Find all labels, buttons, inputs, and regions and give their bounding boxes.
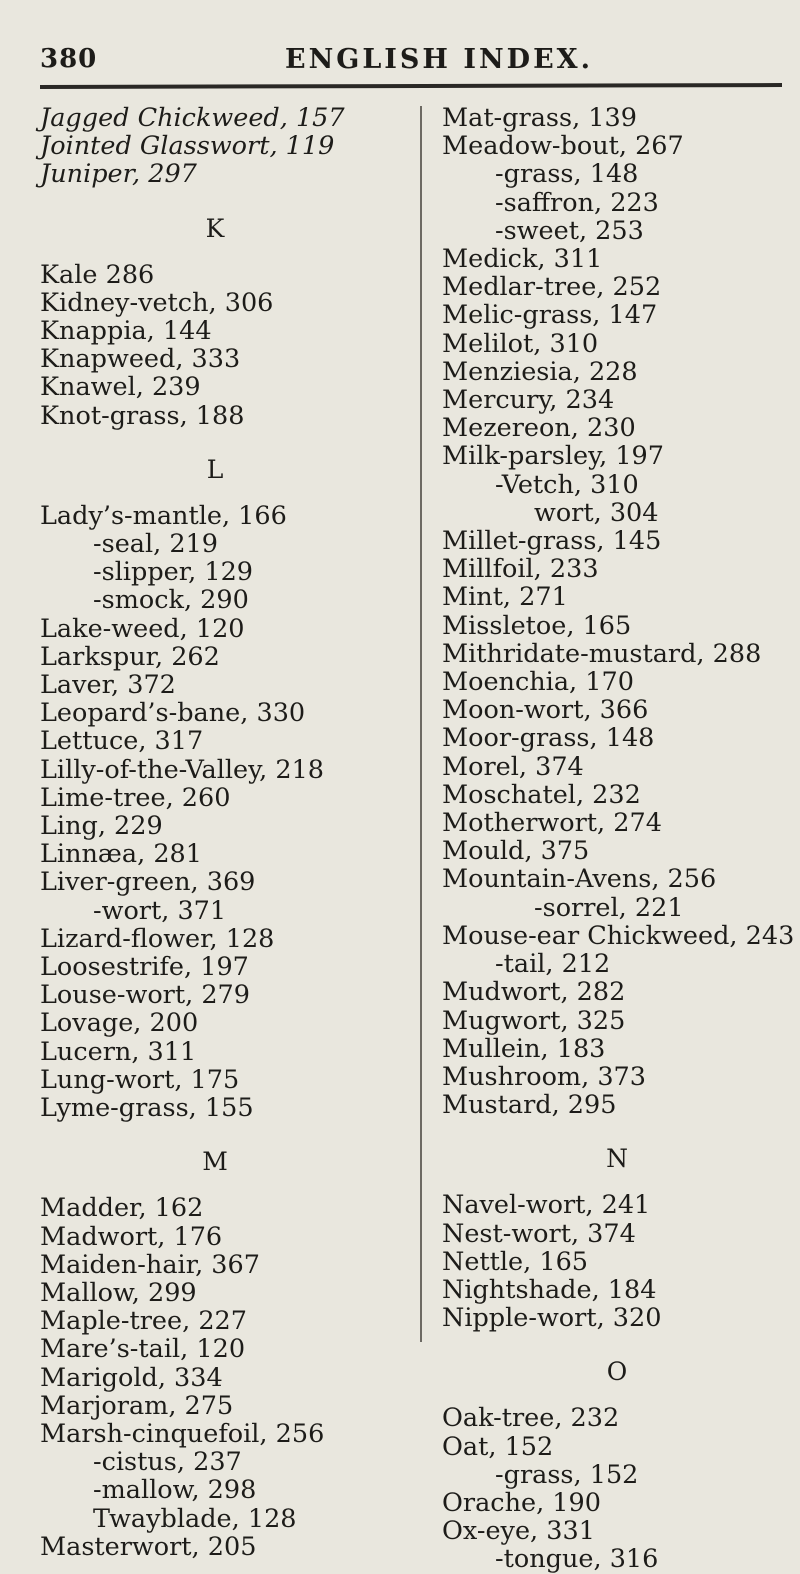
index-entry: Millfoil, 233	[442, 554, 599, 585]
page-number: 380	[40, 44, 98, 74]
index-entry: Moon-wort, 366	[442, 695, 649, 726]
group-l	[40, 502, 390, 1122]
index-entry: Lady’s-mantle, 166	[40, 500, 287, 531]
index-entry: Lime-tree, 260	[40, 782, 231, 813]
index-entry: Nipple-wort, 320	[442, 1303, 662, 1334]
index-entry: Mudwort, 282	[442, 977, 626, 1008]
group-m-left	[40, 1194, 390, 1561]
index-entry: Mallow, 299	[40, 1277, 197, 1308]
index-entry: -slipper, 129	[93, 557, 254, 588]
index-entry: Millet-grass, 145	[442, 526, 662, 557]
right-column	[442, 103, 795, 1574]
index-entry: Mullein, 183	[442, 1033, 606, 1064]
index-entry: Twayblade, 128	[93, 1503, 297, 1534]
index-entry: Ox-eye, 331	[442, 1516, 595, 1547]
index-entry: -mallow, 298	[93, 1475, 257, 1506]
index-entry: Knappia, 144	[40, 316, 212, 347]
index-entry: Leopard’s-bane, 330	[40, 698, 306, 729]
index-entry: -grass, 152	[495, 1459, 639, 1490]
index-entry: Mushroom, 373	[442, 1061, 646, 1092]
index-entry: -tongue, 316	[495, 1544, 659, 1574]
index-entry: Knot-grass, 188	[40, 400, 245, 431]
index-entry: Lettuce, 317	[40, 726, 204, 757]
index-entry: Lovage, 200	[40, 1008, 199, 1039]
index-entry: Linnæa, 281	[40, 839, 202, 870]
section-letter-l: L	[206, 454, 224, 484]
index-entry: Liver-green, 369	[40, 867, 256, 898]
index-entry: Nettle, 165	[442, 1246, 589, 1277]
index-entry: Knawel, 239	[40, 372, 201, 403]
index-entry: Marjoram, 275	[40, 1390, 234, 1421]
index-entry: Mercury, 234	[442, 385, 615, 416]
section-letter-m: M	[202, 1147, 228, 1177]
index-entry: Medick, 311	[442, 244, 603, 275]
index-entry: -tail, 212	[495, 949, 611, 980]
index-entry: -wort, 371	[93, 895, 227, 926]
index-entry: Moenchia, 170	[442, 667, 634, 698]
section-letter-k: K	[205, 213, 225, 243]
index-entry: -seal, 219	[93, 529, 219, 560]
index-entry: Mugwort, 325	[442, 1005, 626, 1036]
index-entry: Mare’s-tail, 120	[40, 1334, 246, 1365]
index-entry: Jointed Glasswort, 119	[40, 131, 335, 162]
index-entry: Oat, 152	[442, 1431, 554, 1462]
index-entry: Mouse-ear Chickweed, 243	[442, 920, 795, 951]
index-entry: Meadow-bout, 267	[442, 131, 684, 162]
index-entry: -sorrel, 221	[534, 892, 684, 923]
index-entry: Mithridate-mustard, 288	[442, 638, 762, 669]
index-entry: Mezereon, 230	[442, 413, 636, 444]
index-entry: Motherwort, 274	[442, 808, 662, 839]
index-entry: Milk-parsley, 197	[442, 441, 664, 472]
group-o	[442, 1404, 792, 1573]
index-entry: Nest-wort, 374	[442, 1218, 636, 1249]
index-entry: Morel, 374	[442, 751, 584, 782]
index-entry: -smock, 290	[93, 585, 249, 616]
group-m-right	[442, 103, 795, 1121]
index-entry: Lung-wort, 175	[40, 1064, 240, 1095]
index-entry: Kale 286	[40, 259, 155, 290]
index-entry: -sweet, 253	[495, 215, 644, 246]
index-entry: Oak-tree, 232	[442, 1403, 620, 1434]
index-entry: Kidney-vetch, 306	[40, 287, 274, 318]
index-entry: Menziesia, 228	[442, 356, 638, 387]
group-k	[40, 261, 390, 430]
index-entry: -saffron, 223	[495, 187, 659, 218]
index-entry: Moor-grass, 148	[442, 723, 655, 754]
index-entry: Juniper, 297	[40, 159, 197, 190]
index-entry: Marigold, 334	[40, 1362, 223, 1393]
index-entry: Mat-grass, 139	[442, 103, 637, 133]
index-entry: Lucern, 311	[40, 1036, 197, 1067]
group-j	[40, 104, 390, 189]
index-entry: Marsh-cinquefoil, 256	[40, 1418, 325, 1449]
page-header	[0, 0, 800, 100]
index-entry: Melic-grass, 147	[442, 300, 658, 331]
index-entry: Laver, 372	[40, 670, 176, 701]
index-entry: wort, 304	[534, 497, 659, 528]
index-entry: Melilot, 310	[442, 328, 599, 359]
index-entry: Navel-wort, 241	[442, 1190, 651, 1221]
index-entry: Lizard-flower, 128	[40, 923, 275, 954]
index-entry: Nightshade, 184	[442, 1274, 657, 1305]
index-entry: Ling, 229	[40, 811, 163, 842]
index-entry: Medlar-tree, 252	[442, 272, 662, 303]
group-n	[442, 1191, 792, 1332]
index-entry: -grass, 148	[495, 159, 639, 190]
index-entry: Masterwort, 205	[40, 1531, 257, 1562]
index-entry: Louse-wort, 279	[40, 980, 251, 1011]
index-entry: Lake-weed, 120	[40, 613, 245, 644]
index-entry: Maple-tree, 227	[40, 1306, 248, 1337]
index-entry: Missletoe, 165	[442, 610, 632, 641]
index-entry: Moschatel, 232	[442, 779, 641, 810]
index-entry: Jagged Chickweed, 157	[40, 103, 345, 133]
running-title: ENGLISH INDEX.	[285, 44, 593, 75]
index-entry: Mint, 271	[442, 582, 568, 613]
index-entry: Lyme-grass, 155	[40, 1093, 254, 1124]
index-entry: Mountain-Avens, 256	[442, 864, 717, 895]
index-entry: Mustard, 295	[442, 1090, 617, 1121]
index-entry: Maiden-hair, 367	[40, 1249, 260, 1280]
index-entry: -Vetch, 310	[495, 469, 639, 500]
header-rule	[40, 83, 782, 89]
index-entry: -cistus, 237	[93, 1447, 242, 1478]
index-entry: Larkspur, 262	[40, 641, 220, 672]
section-letter-o: O	[606, 1357, 628, 1387]
column-divider	[420, 106, 422, 1342]
index-entry: Loosestrife, 197	[40, 952, 249, 983]
section-letter-n: N	[606, 1144, 628, 1174]
left-column	[40, 104, 390, 1561]
index-entry: Madwort, 176	[40, 1221, 223, 1252]
index-entry: Mould, 375	[442, 836, 590, 867]
index-entry: Lilly-of-the-Valley, 218	[40, 754, 325, 785]
index-entry: Orache, 190	[442, 1487, 601, 1518]
index-entry: Knapweed, 333	[40, 344, 241, 375]
index-entry: Madder, 162	[40, 1193, 204, 1224]
